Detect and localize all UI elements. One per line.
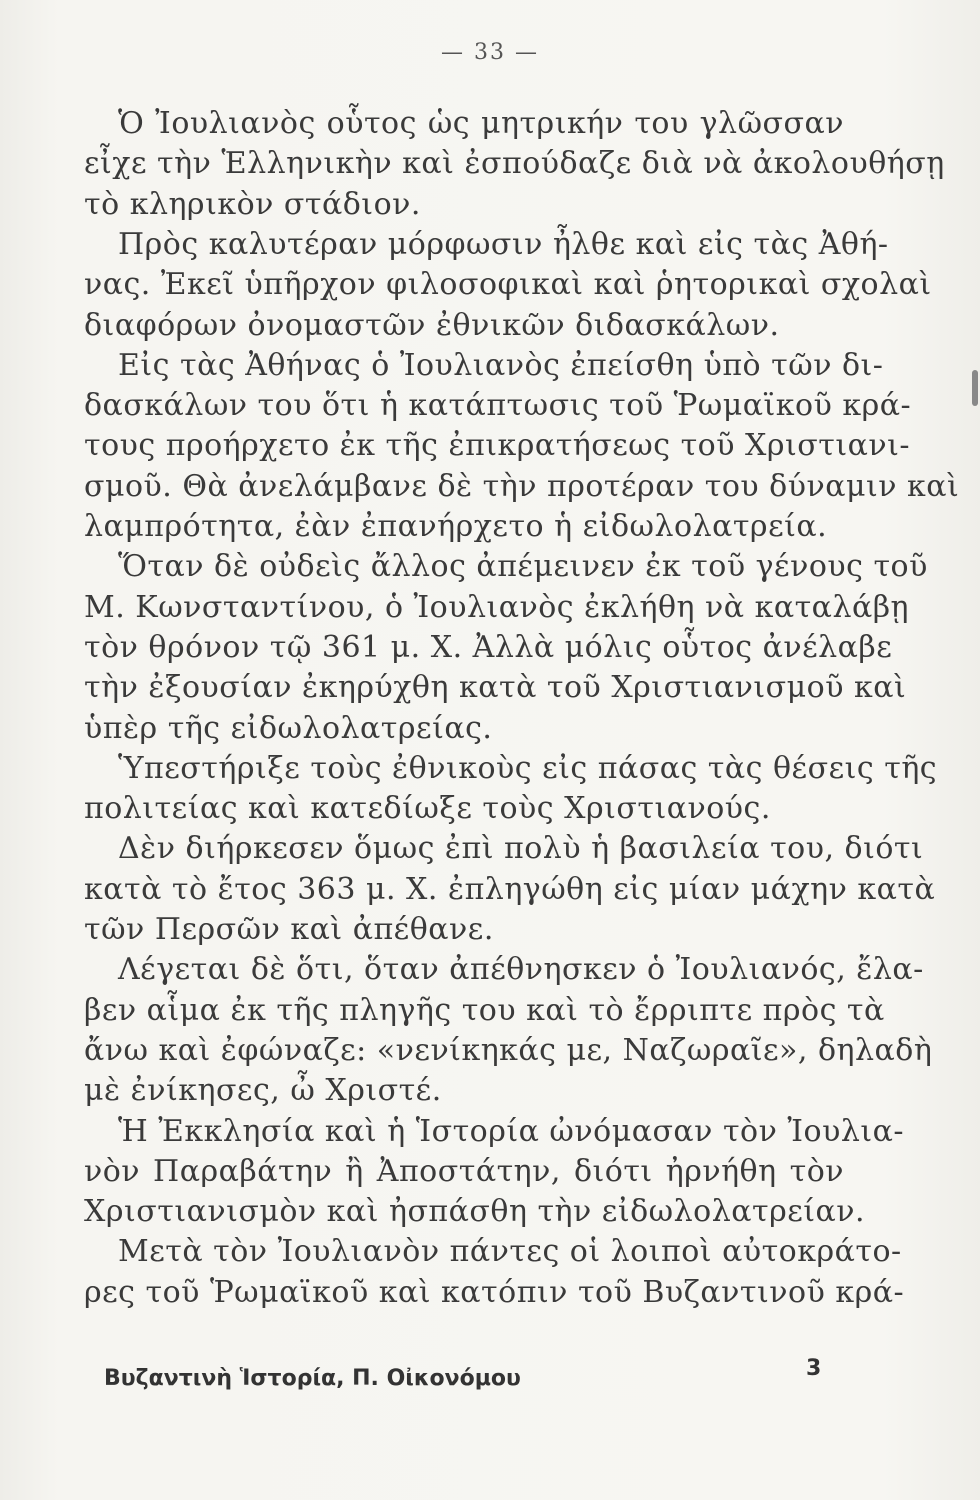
text-line: Μ. Κωνσταντίνου, ὁ Ἰουλιανὸς ἐκλήθη νὰ καταλάβῃ	[84, 589, 910, 625]
text-line: Πρὸς καλυτέραν μόρφωσιν ἦλθε καὶ εἰς τὰς Ἀθή-	[118, 226, 889, 262]
text-line: τὸ κληρικὸν στάδιον.	[84, 186, 421, 222]
text-line: Χριστιανισμὸν καὶ ἠσπάσθη τὴν εἰδωλολατρείαν.	[84, 1194, 866, 1230]
footer-signature-number: 3	[806, 1356, 822, 1381]
footer-book-title: Βυζαντινὴ Ἱστορία, Π. Οἰκονόμου	[104, 1366, 521, 1391]
text-line: ἄνω καὶ ἐφώναζε: «νενίκηκάς με, Ναζωραῖε», δηλαδὴ	[84, 1032, 933, 1068]
text-line: Ἡ Ἐκκλησία καὶ ἡ Ἱστορία ὠνόμασαν τὸν Ἰουλια-	[118, 1113, 904, 1149]
text-line: τους προήρχετο ἐκ τῆς ἐπικρατήσεως τοῦ Χριστιανι-	[84, 428, 911, 464]
text-line: βεν αἷμα ἐκ τῆς πληγῆς του καὶ τὸ ἔρριπτε πρὸς τὰ	[84, 992, 885, 1028]
text-line: Λέγεται δὲ ὅτι, ὅταν ἀπέθνησκεν ὁ Ἰουλιανός, ἔλα-	[118, 952, 924, 988]
page-number-header: — 33 —	[441, 40, 539, 65]
text-line: Δὲν διήρκεσεν ὅμως ἐπὶ πολὺ ἡ βασιλεία του, διότι	[118, 831, 924, 867]
text-line: κατὰ τὸ ἔτος 363 μ. Χ. ἐπληγώθη εἰς μίαν μάχην κατὰ	[84, 871, 936, 907]
text-line: Μετὰ τὸν Ἰουλιανὸν πάντες οἱ λοιποὶ αὐτοκράτο-	[118, 1234, 902, 1270]
text-line: ρες τοῦ Ῥωμαϊκοῦ καὶ κατόπιν τοῦ Βυζαντινοῦ κρά-	[84, 1274, 905, 1310]
text-line: Εἰς τὰς Ἀθήνας ὁ Ἰουλιανὸς ἐπείσθη ὑπὸ τῶν δι-	[118, 347, 884, 383]
page-edge-mark	[972, 370, 978, 406]
text-line: πολιτείας καὶ κατεδίωξε τοὺς Χριστιανούς.	[84, 791, 771, 827]
text-line: νας. Ἐκεῖ ὑπῆρχον φιλοσοφικαὶ καὶ ῥητορικαὶ σχολαὶ	[84, 267, 932, 303]
text-line: διαφόρων ὀνομαστῶν ἐθνικῶν διδασκάλων.	[84, 307, 780, 343]
text-line: Ὑπεστήριξε τοὺς ἐθνικοὺς εἰς πάσας τὰς θέσεις τῆς	[118, 750, 938, 786]
text-line: δασκάλων του ὅτι ἡ κατάπτωσις τοῦ Ῥωμαϊκοῦ κρά-	[84, 388, 912, 424]
text-line: ὑπὲρ τῆς εἰδωλολατρείας.	[84, 710, 493, 746]
text-line: τὴν ἐξουσίαν ἐκηρύχθη κατὰ τοῦ Χριστιανισμοῦ καὶ	[84, 670, 907, 706]
text-line: μὲ ἐνίκησες, ὦ Χριστέ.	[84, 1073, 442, 1109]
text-line: Ὁ Ἰουλιανὸς οὗτος ὡς μητρικήν του γλῶσσαν	[118, 106, 844, 141]
text-line: εἶχε τὴν Ἑλληνικὴν καὶ ἐσπούδαζε διὰ νὰ ἀκολουθήσῃ	[84, 146, 945, 182]
text-line: Ὅταν δὲ οὐδεὶς ἄλλος ἀπέμεινεν ἐκ τοῦ γένους τοῦ	[118, 549, 928, 585]
text-line: σμοῦ. Θὰ ἀνελάμβανε δὲ τὴν προτέραν του δύναμιν καὶ	[84, 468, 960, 504]
text-line: τῶν Περσῶν καὶ ἀπέθανε.	[84, 912, 494, 947]
text-line: νὸν Παραβάτην ἢ Ἀποστάτην, διότι ἠρνήθη τὸν	[84, 1153, 844, 1189]
text-line: λαμπρότητα, ἐὰν ἐπανήρχετο ἡ εἰδωλολατρεία.	[84, 509, 828, 544]
text-line: τὸν θρόνον τῷ 361 μ. Χ. Ἀλλὰ μόλις οὗτος ἀνέλαβε	[84, 629, 893, 665]
